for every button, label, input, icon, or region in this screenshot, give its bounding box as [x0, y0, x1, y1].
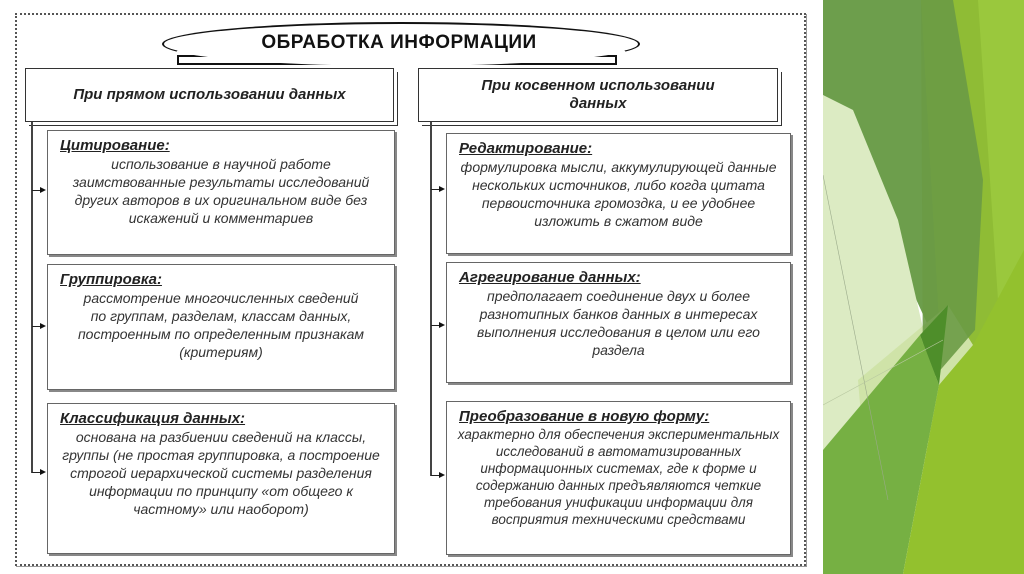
- arrow-icon: [32, 326, 44, 327]
- box-heading: Цитирование:: [60, 137, 170, 154]
- box-heading: Преобразование в новую форму:: [459, 408, 710, 425]
- diagram-title: ОБРАБОТКА ИНФОРМАЦИИ: [261, 32, 537, 53]
- connector-trunk-left: [31, 122, 33, 473]
- column-header-direct-label: При прямом использовании данных: [73, 86, 346, 103]
- box-text: формулировка мысли, аккумулирующей данные нескольких источников, либо когда цитата первоисточника громоздка, и ее удобнее изложить в сжатом виде: [460, 159, 777, 229]
- box-text: рассмотрение многочисленных сведений по группам, разделам, классам данных, построенным по определенным признакам (критериям): [77, 290, 365, 360]
- box-aggregation: [446, 262, 791, 383]
- box-heading: Классификация данных:: [60, 410, 246, 427]
- column-header-indirect-label: При косвенном использовании данных: [481, 77, 715, 112]
- arrow-icon: [32, 190, 44, 191]
- decorative-green-panel: [823, 0, 1024, 574]
- box-text: предполагает соединение двух и более разнотипных банков данных в интересах выполнения исследования в целом или его раздела: [477, 288, 760, 358]
- connector-trunk-right: [430, 122, 432, 476]
- box-text: основана на разбиении сведений на классы, группы (не простая группировка, а построение строгой иерархической системы разделения информации по принципу «от общего к частному» или наоборот): [62, 429, 380, 517]
- arrow-icon: [32, 472, 44, 473]
- box-editing: [446, 133, 791, 254]
- box-heading: Редактирование:: [459, 140, 593, 157]
- box-classification: [47, 403, 395, 554]
- column-header-indirect: [418, 68, 778, 122]
- box-heading: Агрегирование данных:: [459, 269, 641, 286]
- box-transformation: [446, 401, 791, 555]
- box-grouping: [47, 264, 395, 390]
- column-header-direct: [25, 68, 394, 122]
- arrow-icon: [431, 325, 443, 326]
- arrow-icon: [431, 475, 443, 476]
- box-text: использование в научной работе заимствованные результаты исследований других авторов в их оригинальном виде без искажений и комментариев: [72, 156, 370, 226]
- box-citation: [47, 130, 395, 255]
- box-text: характерно для обеспечения экспериментальных исследований в автоматизированных информационных системах, где к форме и содержанию данных предъявляются четкие требования унификации информации для восприятия техническими средствами: [457, 427, 780, 527]
- box-heading: Группировка:: [60, 271, 162, 288]
- arrow-icon: [431, 189, 443, 190]
